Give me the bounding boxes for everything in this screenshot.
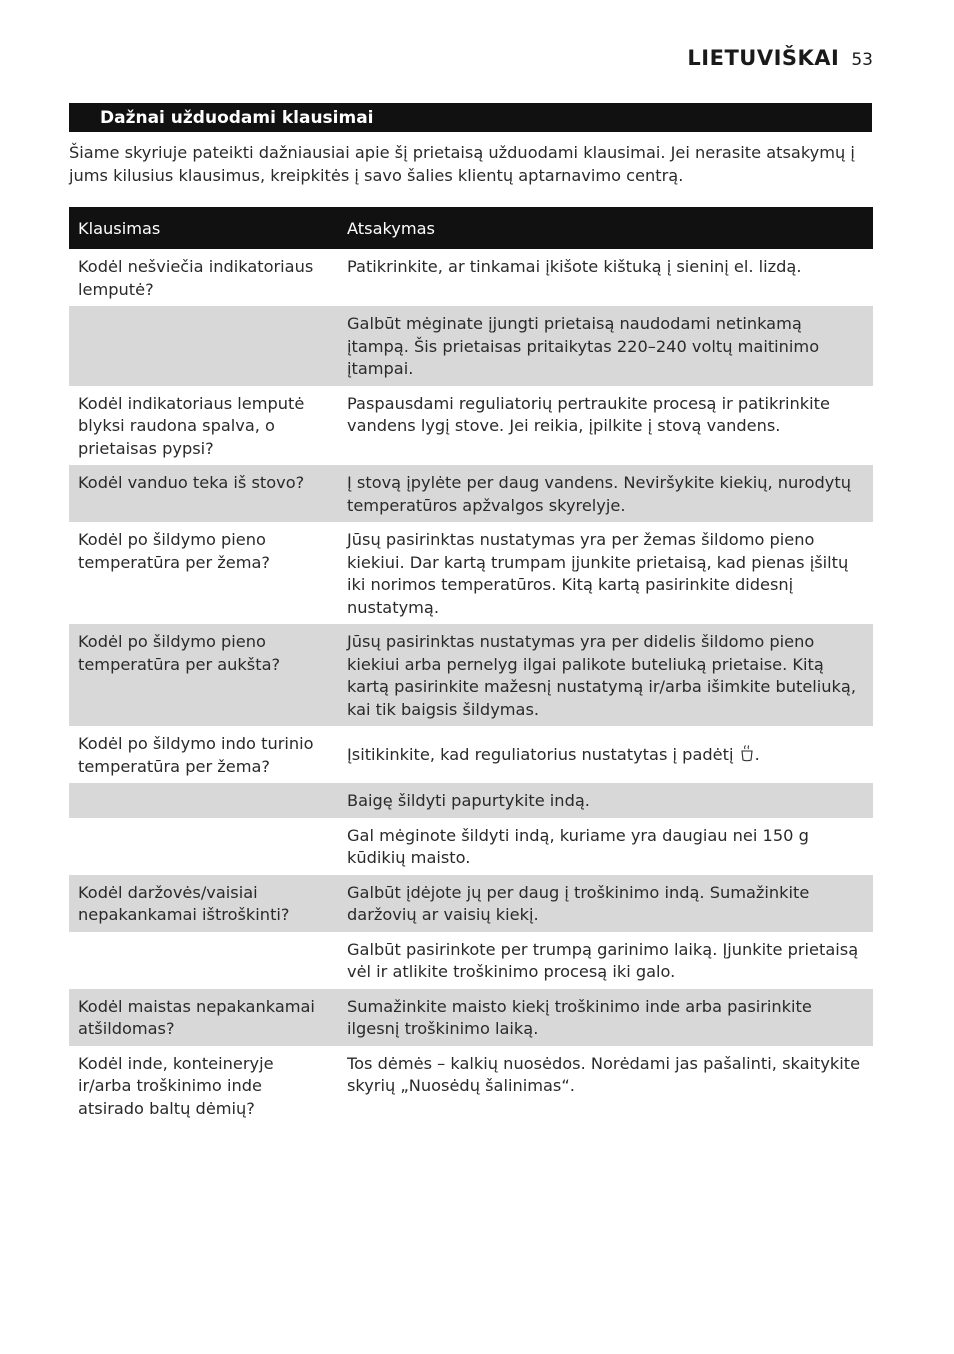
- table-row: [69, 726, 873, 783]
- answer-cell: Paspausdami reguliatorių pertraukite procesą ir patikrinkite vandens lygį stove. Jei reikia, įpilkite į stovą vandens.: [347, 393, 830, 435]
- question-cell: Kodėl po šildymo indo turinio temperatūra per žema?: [78, 734, 314, 776]
- table-header-row: [69, 207, 873, 249]
- answer-cell: Baigę šildyti papurtykite indą.: [338, 783, 873, 818]
- answer-cell: Patikrinkite, ar tinkamai įkišote kištuką į sieninį el. lizdą.: [347, 257, 802, 276]
- table-row: [69, 818, 873, 875]
- table-row: [69, 386, 873, 466]
- question-cell: Kodėl po šildymo pieno temperatūra per žema?: [78, 530, 270, 572]
- table-row: [69, 465, 873, 522]
- page-number: 53: [851, 50, 873, 70]
- answer-cell: Galbūt įdėjote jų per daug į troškinimo indą. Sumažinkite daržovių ar vaisių kiekį.: [338, 875, 873, 932]
- answer-suffix: .: [754, 745, 760, 765]
- faq-table: [69, 207, 873, 1125]
- jar-heating-icon: [739, 746, 755, 764]
- question-cell: Kodėl daržovės/vaisiai nepakankamai ištroškinti?: [69, 875, 338, 932]
- question-cell: [69, 306, 338, 386]
- table-row: [69, 989, 873, 1046]
- answer-cell: Į stovą įpylėte per daug vandens. Neviršykite kiekių, nurodytų temperatūros apžvalgos skyrelyje.: [338, 465, 873, 522]
- answer-cell: Jūsų pasirinktas nustatymas yra per žemas šildomo pieno kiekiui. Dar kartą trumpam įjunkite prietaisą, kad pienas įšiltų iki norimos temperatūros. Kitą kartą pasirinkite didesnį nustatymą.: [347, 530, 849, 617]
- answer-cell: [338, 726, 873, 783]
- column-header-answer: Atsakymas: [338, 207, 873, 249]
- column-header-question: Klausimas: [69, 207, 338, 249]
- answer-text: Įsitikinkite, kad reguliatorius nustatytas į padėtį: [347, 745, 734, 765]
- table-row: [69, 522, 873, 624]
- table-row: [69, 249, 873, 306]
- question-cell: Kodėl nešviečia indikatoriaus lemputė?: [78, 257, 314, 299]
- question-cell: Kodėl vanduo teka iš stovo?: [69, 465, 338, 522]
- section-title: Dažnai užduodami klausimai: [69, 103, 872, 132]
- table-row: [69, 624, 873, 726]
- question-cell: Kodėl po šildymo pieno temperatūra per aukšta?: [69, 624, 338, 726]
- question-cell: [69, 783, 338, 818]
- language-label: LIETUVIŠKAI: [687, 46, 840, 70]
- table-row: [69, 875, 873, 932]
- table-row: [69, 783, 873, 818]
- intro-paragraph: Šiame skyriuje pateikti dažniausiai apie šį prietaisą užduodami klausimai. Jei nerasite atsakymų į jums kilusius klausimus, kreipkitės į savo šalies klientų aptarnavimo centrą.: [69, 143, 855, 185]
- question-cell: Kodėl inde, konteineryje ir/arba troškinimo inde atsirado baltų dėmių?: [78, 1053, 274, 1118]
- question-cell: Kodėl maistas nepakankamai atšildomas?: [69, 989, 338, 1046]
- table-row: [69, 306, 873, 386]
- question-cell: Kodėl indikatoriaus lemputė blyksi raudona spalva, o prietaisas pypsi?: [78, 393, 305, 458]
- answer-cell: Galbūt mėginate įjungti prietaisą naudodami netinkamą įtampą. Šis prietaisas pritaikytas 220–240 voltų maitinimo įtampai.: [338, 306, 873, 386]
- answer-cell: Gal mėginote šildyti indą, kuriame yra daugiau nei 150 g kūdikių maisto.: [347, 825, 809, 867]
- answer-cell: Galbūt pasirinkote per trumpą garinimo laiką. Įjunkite prietaisą vėl ir atlikite troškinimo procesą iki galo.: [347, 939, 859, 981]
- page-header: [687, 46, 873, 70]
- question-cell: [69, 932, 338, 989]
- table-row: [69, 932, 873, 989]
- answer-cell: Tos dėmės – kalkių nuosėdos. Norėdami jas pašalinti, skaitykite skyrių „Nuosėdų šalinimas“.: [347, 1053, 861, 1095]
- answer-cell: Sumažinkite maisto kiekį troškinimo inde arba pasirinkite ilgesnį troškinimo laiką.: [338, 989, 873, 1046]
- answer-cell: Jūsų pasirinktas nustatymas yra per didelis šildomo pieno kiekiui arba pernelyg ilgai palikote buteliuką prietaise. Kitą kartą pasirinkite mažesnį nustatymą ir/arba išimkite buteliuką, kai tik baigsis šildymas.: [338, 624, 873, 726]
- table-row: [69, 1046, 873, 1126]
- question-cell: [69, 818, 338, 875]
